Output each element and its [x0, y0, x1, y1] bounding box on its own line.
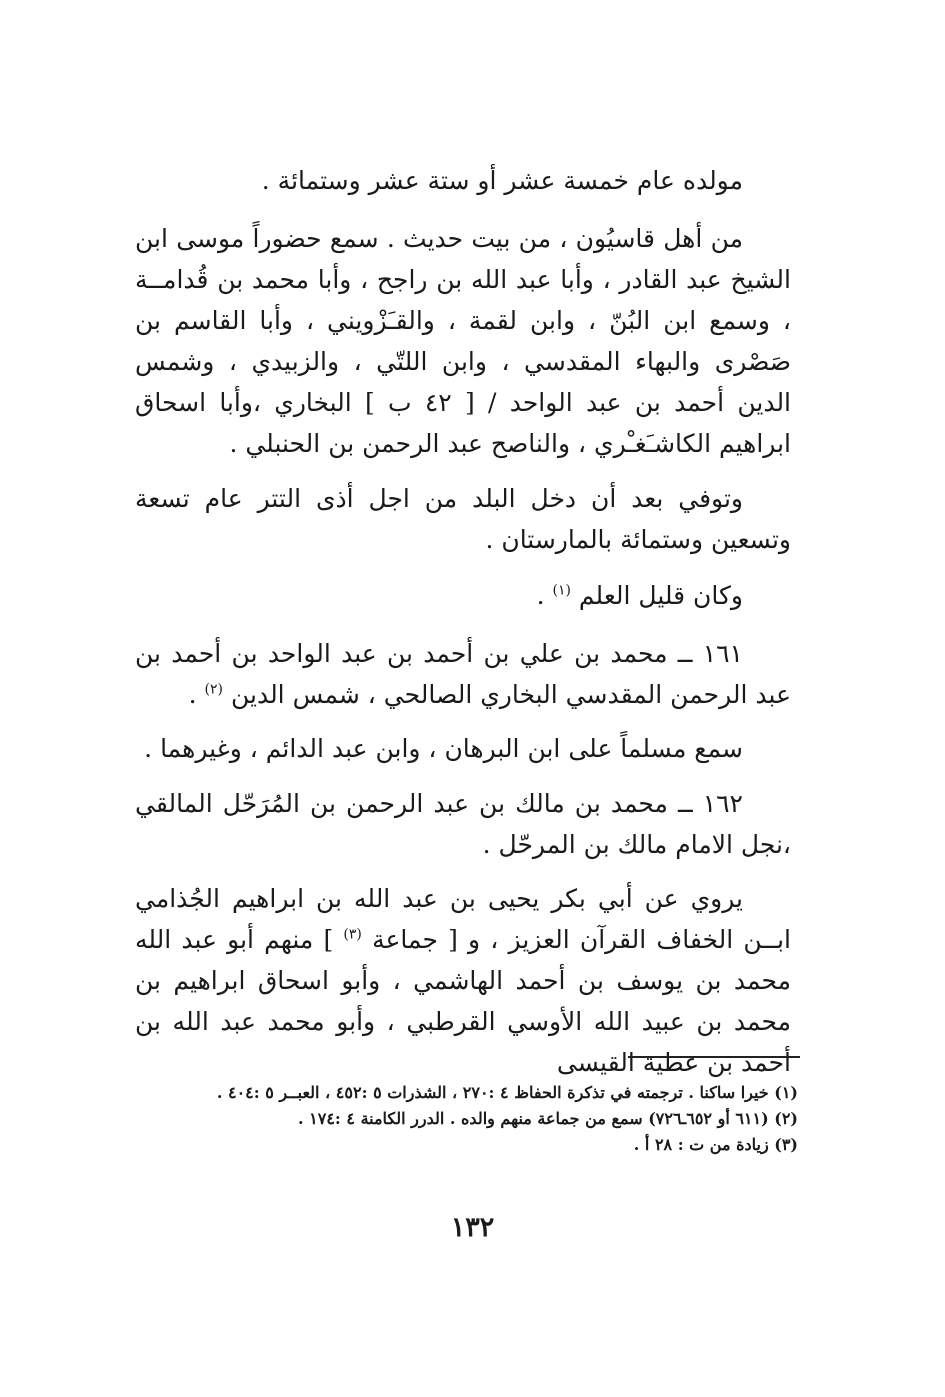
body-text [135, 575, 791, 616]
footnote-divider [628, 1056, 800, 1058]
body-text-segment: . [536, 581, 553, 610]
body-text-segment: ١٦١ ــ محمد بن علي بن أحمد بن عبد الواحد بن أحمد بن عبد الرحمن المقدسي البخاري الصالحي ، شمس الدين [135, 639, 791, 709]
footnote-marker: (١) [552, 582, 571, 599]
footnote-2: (٢) (٦١١ أو ٦٥٢ـ٧٢٦) سمع من جماعة منهم والده . الدرر الكامنة ٤ :١٧٤ . [298, 1109, 798, 1128]
paragraph-birth [135, 160, 791, 201]
body-text: من أهل قاسيُون ، من بيت حديث . سمع حضوراً موسى ابن الشيخ عبد القادر ، وأبا عبد الله بن راجح ، وأبا محمد بن قُدامــة ، وسمع ابن البُنّ ، وابن لقمة ، والقـَزْويني ، وأبا القاسم بن صَصْرى والبهاء المقدسي ، وابن اللتّي ، والزبيدي ، وشمس الدين أحمد بن عبد الواحد / [ ٤٢ ب ] البخاري ،وأبا اسحاق ابراهيم الكاشـَغـْري ، والناصح عبد الرحمن بن الحنبلي . [135, 224, 792, 458]
paragraph-knowledge [135, 575, 791, 616]
body-text: ١٦٢ ــ محمد بن مالك بن عبد الرحمن بن المُرَحّل المالقي ،نجل الامام مالك بن المرحّل . [135, 789, 791, 859]
paragraph-heard [135, 728, 791, 769]
body-text: مولده عام خمسة عشر أو ستة عشر وستمائة . [261, 166, 743, 195]
footnote-3: (٣) زيادة من ت : ٢٨ أ . [633, 1135, 798, 1154]
body-text-segment: ] منهم أبو عبد الله محمد بن يوسف بن أحمد الهاشمي ، وأبو اسحاق ابراهيم بن محمد بن عبيد الله الأوسي القرطبي ، وأبو محمد عبد الله بن أحمد بن عطية القيسى [135, 925, 791, 1077]
entry-161 [135, 633, 791, 715]
body-text-segment: وكان قليل العلم [578, 581, 743, 610]
body-text [135, 878, 791, 1083]
paragraph-teachers [135, 218, 791, 464]
body-text-segment: يروي عن أبي بكر يحيى بن عبد الله بن ابراهيم الجُذامي ابــن الخفاف القرآن العزيز ، و [ جماعة [135, 884, 792, 954]
body-text [135, 633, 791, 715]
footnote-marker: (٣) [343, 926, 362, 943]
footnote-marker: (٢) [204, 681, 223, 698]
page-number: ١٣٢ [450, 1212, 495, 1243]
paragraph-death [135, 478, 791, 560]
footnotes [140, 1080, 798, 1158]
body-text-segment: . [188, 680, 205, 709]
body-text: سمع مسلماً على ابن البرهان ، وابن عبد الدائم ، وغيرهما . [144, 734, 743, 763]
entry-162 [135, 783, 791, 865]
footnote-1: (١) خيرا ساكنا . ترجمته في تذكرة الحفاظ ٤ :٢٧٠ ، الشذرات ٥ :٤٥٢ ، العبــر ٥ :٤٠٤ . [216, 1083, 798, 1102]
paragraph-narrates [135, 878, 791, 1083]
body-text: وتوفي بعد أن دخل البلد من اجل أذى التتر عام تسعة وتسعين وستمائة بالمارستان . [135, 484, 791, 554]
